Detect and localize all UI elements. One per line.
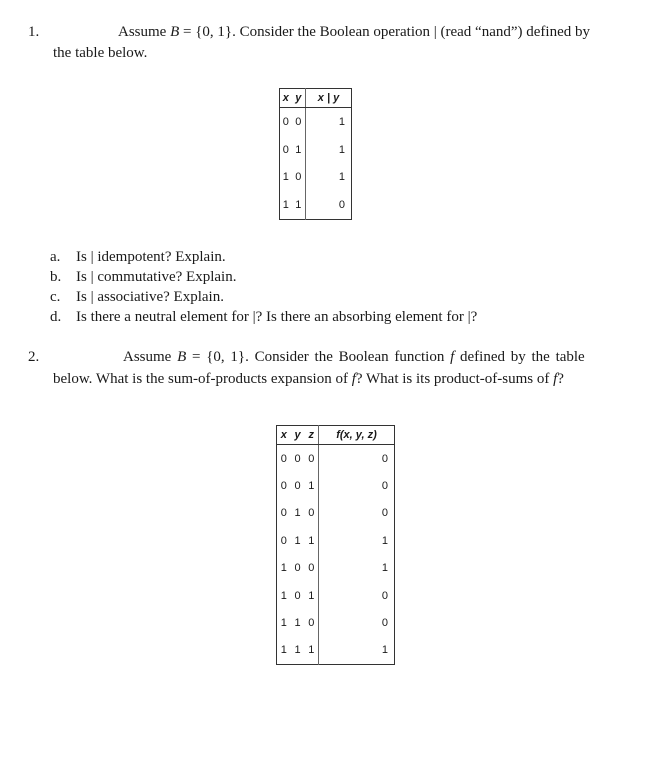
table-cell: 0 <box>381 452 388 465</box>
table-cell: 0 <box>305 500 319 527</box>
table-cell: 1 <box>338 143 345 156</box>
table-cell: 1 <box>294 507 301 520</box>
question-1-text-line-2: the table below. <box>53 45 148 61</box>
subquestion-letter: d. <box>50 309 62 325</box>
table-cell: 0 <box>280 534 287 547</box>
table-cell: 1 <box>294 617 301 630</box>
header-y: y <box>292 89 306 108</box>
table-cell: 0 <box>282 143 289 156</box>
table-cell: 0 <box>338 198 345 211</box>
table-cell: 0 <box>305 445 319 473</box>
table-row <box>277 555 395 582</box>
subquestion-item <box>50 248 477 268</box>
subquestion-text: Is | commutative? Explain. <box>76 269 237 285</box>
table-row <box>280 108 352 136</box>
nand-truth-table <box>279 88 352 220</box>
header-y: y <box>291 426 305 445</box>
header-z: z <box>305 426 319 445</box>
subquestion-text: Is there a neutral element for |? Is there an absorbing element for |? <box>76 309 478 325</box>
table-cell: 1 <box>381 562 388 575</box>
question-2-text-line-2: below. What is the sum-of-products expansion of f? What is its product-of-sums of f? <box>53 371 564 387</box>
table-row <box>277 500 395 527</box>
function-truth-table <box>276 425 395 665</box>
table-cell: 1 <box>282 171 289 184</box>
table-cell: 1 <box>338 115 345 128</box>
table-cell: 1 <box>282 198 289 211</box>
table-cell: 1 <box>305 582 319 609</box>
table-cell: 1 <box>280 562 287 575</box>
table-cell: 0 <box>305 609 319 636</box>
subquestion-letter: c. <box>50 289 61 305</box>
table-cell: 1 <box>294 534 301 547</box>
header-x: x <box>277 426 291 445</box>
table-cell: 0 <box>381 480 388 493</box>
table-row <box>277 582 395 609</box>
table-row <box>280 191 352 219</box>
table-cell: 0 <box>280 452 287 465</box>
table-cell: 1 <box>305 472 319 499</box>
subquestion-item <box>50 268 477 288</box>
table-cell: 0 <box>305 555 319 582</box>
table-header-row <box>280 89 352 108</box>
question-2-text-line-1: Assume B = {0, 1}. Consider the Boolean function f defined by the table <box>123 349 585 365</box>
table-row <box>277 527 395 554</box>
subquestion-letter: b. <box>50 269 62 285</box>
table-cell: 0 <box>294 562 301 575</box>
table-cell: 0 <box>294 452 301 465</box>
table-cell: 0 <box>280 480 287 493</box>
table-cell: 0 <box>292 108 306 136</box>
table-cell: 1 <box>338 171 345 184</box>
table-cell: 0 <box>381 507 388 520</box>
table-cell: 0 <box>280 507 287 520</box>
table-cell: 1 <box>305 637 319 665</box>
table-cell: 0 <box>381 589 388 602</box>
header-x: x <box>280 89 292 108</box>
subquestion-item <box>50 288 477 308</box>
question-1-subquestions <box>50 248 477 328</box>
question-1-number: 1. <box>28 24 40 40</box>
table-row <box>277 445 395 473</box>
table-cell: 0 <box>294 589 301 602</box>
table-row <box>277 609 395 636</box>
table-cell: 0 <box>294 480 301 493</box>
table-cell: 1 <box>280 589 287 602</box>
table-cell: 1 <box>294 644 301 657</box>
table-row <box>277 637 395 665</box>
subquestion-item <box>50 308 477 328</box>
table-cell: 1 <box>381 644 388 657</box>
header-x-nand-y: x | y <box>306 89 352 108</box>
table-cell: 0 <box>381 617 388 630</box>
table-header-row <box>277 426 395 445</box>
subquestion-letter: a. <box>50 249 61 265</box>
subquestion-text: Is | idempotent? Explain. <box>76 249 226 265</box>
question-2-number: 2. <box>28 349 40 365</box>
table-cell: 1 <box>280 644 287 657</box>
table-row <box>280 163 352 191</box>
table-row <box>280 136 352 164</box>
table-cell: 0 <box>292 163 306 191</box>
table-cell: 1 <box>381 534 388 547</box>
table-cell: 1 <box>280 617 287 630</box>
question-1-text-line-1: Assume B = {0, 1}. Consider the Boolean operation | (read “nand”) defined by <box>118 24 591 40</box>
header-f: f(x, y, z) <box>319 426 395 445</box>
table-cell: 0 <box>282 115 289 128</box>
table-cell: 1 <box>305 527 319 554</box>
table-cell: 1 <box>292 191 306 219</box>
subquestion-text: Is | associative? Explain. <box>76 289 224 305</box>
table-cell: 1 <box>292 136 306 164</box>
table-row <box>277 472 395 499</box>
